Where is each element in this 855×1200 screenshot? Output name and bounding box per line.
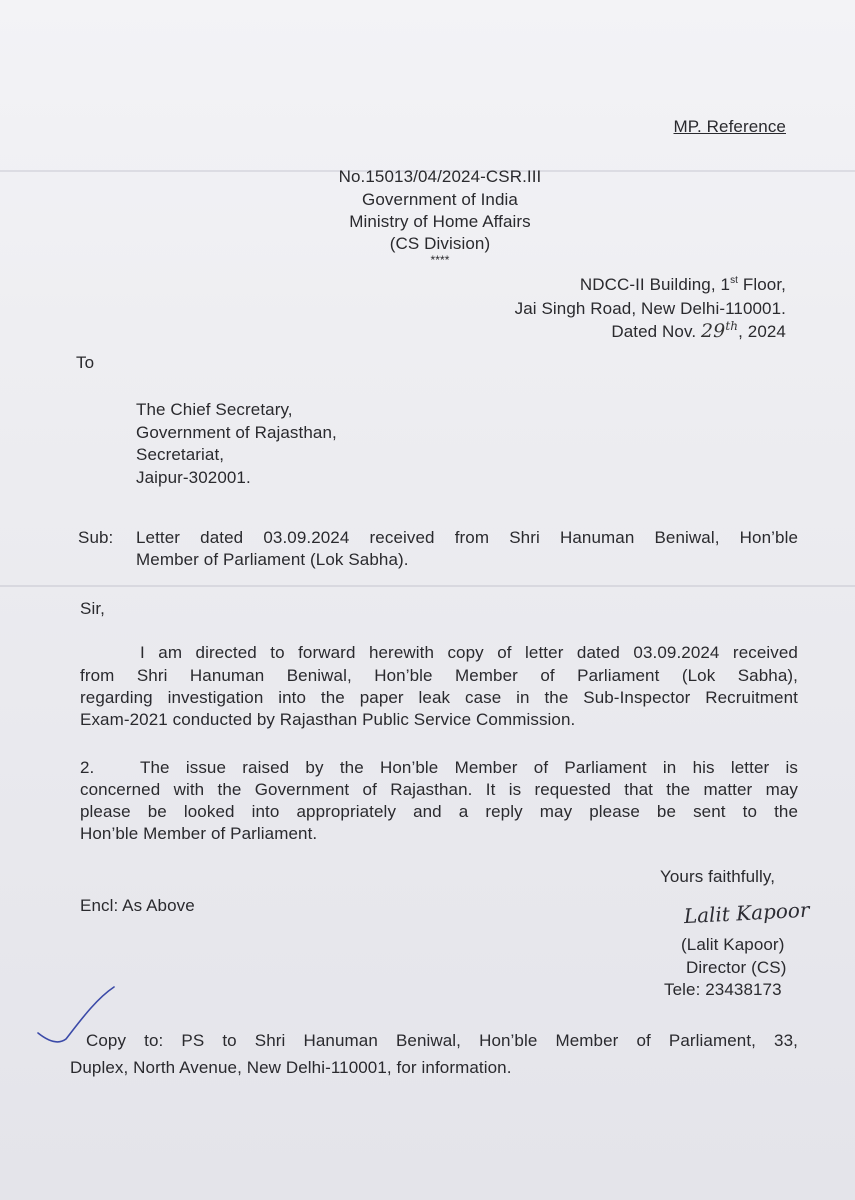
stars-separator: **** [430, 253, 450, 267]
paragraph-1-line: regarding investigation into the paper leak case in the Sub-Inspector Recruitment [80, 688, 798, 707]
recipient-line: Government of Rajasthan, [136, 423, 337, 442]
address-superscript: st [730, 275, 739, 286]
paragraph-1-line: I am directed to forward herewith copy of letter dated 03.09.2024 received [140, 643, 798, 662]
address-line-1 [440, 274, 786, 296]
copy-to-line-1: Copy to: PS to Shri Hanuman Beniwal, Hon’ble Member of Parliament, 33, [86, 1031, 798, 1050]
recipient-line: Secretariat, [136, 445, 225, 464]
address-line-1-text: NDCC-II Building, 1 [579, 275, 731, 294]
ministry-name: Ministry of Home Affairs [349, 212, 531, 231]
signatory-telephone: Tele: 23438173 [664, 980, 782, 999]
date-line [440, 320, 786, 343]
subject-label: Sub: [78, 528, 114, 547]
government-name: Government of India [362, 190, 518, 209]
signature: Lalit Kapoor [683, 897, 811, 929]
paragraph-2-line: The issue raised by the Hon’ble Member of Parliament in his letter is [140, 758, 798, 777]
date-day-suffix: th [725, 319, 739, 333]
salutation: Sir, [80, 599, 105, 618]
paragraph-2-number: 2. [80, 758, 95, 777]
copy-to-line-2: Duplex, North Avenue, New Delhi-110001, for information. [70, 1058, 512, 1077]
address-line-1-end: Floor, [738, 275, 786, 294]
paragraph-1-line: Exam-2021 conducted by Rajasthan Public Service Commission. [80, 710, 576, 729]
file-number: No.15013/04/2024-CSR.III [338, 167, 542, 186]
enclosure-note: Encl: As Above [80, 896, 195, 915]
division-name: (CS Division) [389, 234, 491, 253]
paper-fold [0, 585, 855, 587]
address-line-2: Jai Singh Road, New Delhi-110001. [514, 299, 786, 318]
paragraph-2-line: please be looked into appropriately and a reply may please be sent to the [80, 802, 798, 821]
paragraph-1-line: from Shri Hanuman Beniwal, Hon’ble Member of Parliament (Lok Sabha), [80, 666, 798, 685]
signatory-designation: Director (CS) [686, 958, 787, 977]
date-day-handwritten: 29 [700, 320, 726, 342]
date-prefix: Dated Nov. [611, 322, 701, 341]
paragraph-2-line: concerned with the Government of Rajasthan. It is requested that the matter may [80, 780, 798, 799]
yours-faithfully: Yours faithfully, [660, 867, 776, 886]
paragraph-2-line: Hon’ble Member of Parliament. [80, 824, 318, 843]
to-label: To [76, 353, 95, 372]
signatory-name: (Lalit Kapoor) [681, 935, 785, 954]
date-suffix: , 2024 [738, 322, 786, 341]
subject-line-1: Letter dated 03.09.2024 received from Shri Hanuman Beniwal, Hon’ble [136, 528, 798, 547]
recipient-line: Jaipur-302001. [136, 468, 251, 487]
subject-line-2: Member of Parliament (Lok Sabha). [136, 550, 409, 569]
mp-reference: MP. Reference [673, 117, 786, 136]
recipient-line: The Chief Secretary, [136, 400, 293, 419]
